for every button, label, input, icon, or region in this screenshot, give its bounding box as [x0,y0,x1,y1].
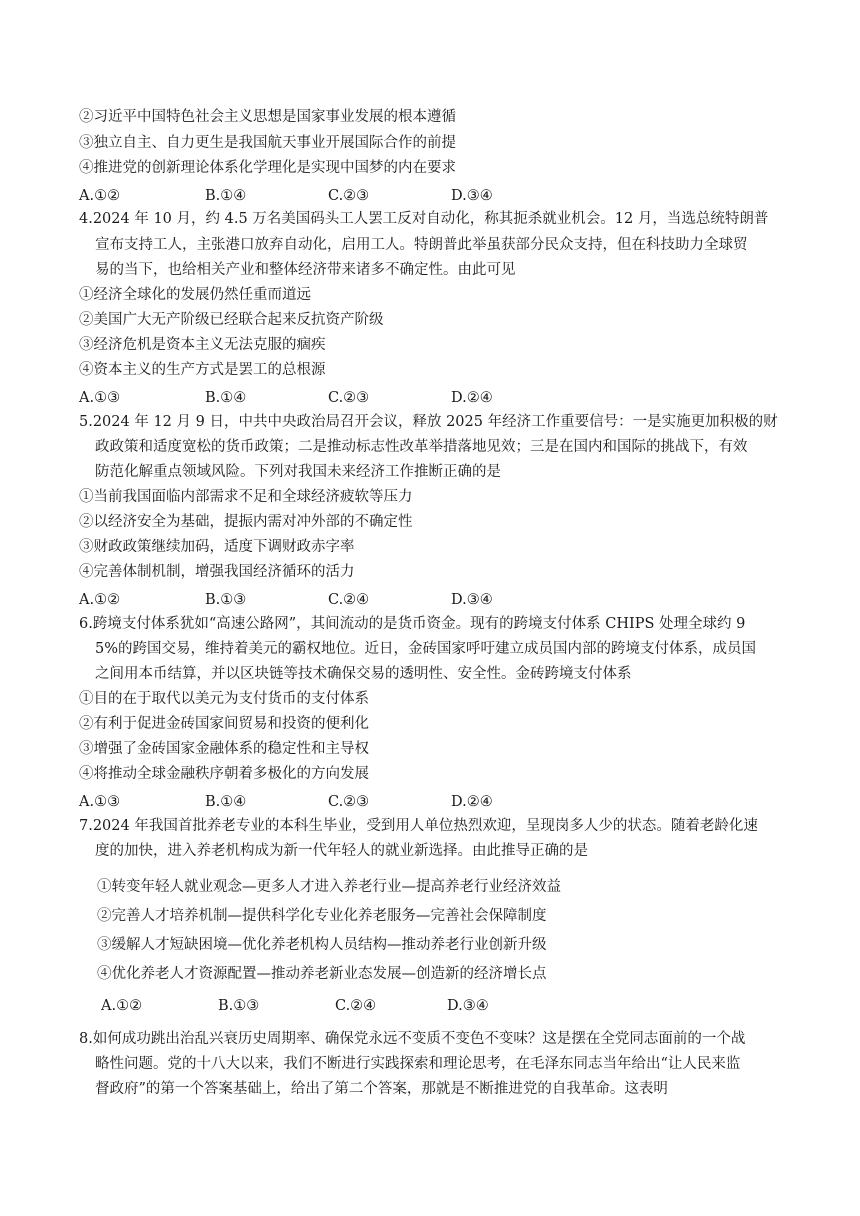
q7-statement-1: ①转变年轻人就业观念—更多人才进入养老行业—提高养老行业经济效益 [97,879,561,895]
q7-statement-2: ②完善人才培养机制—提供科学化专业化养老服务—完善社会保障制度 [97,908,547,924]
q4-statement-3: ③经济危机是资本主义无法克服的痼疾 [79,337,326,353]
q6-option-c: C.②③ [328,794,370,810]
q5-stem-line-1: 5.2024 年 12 月 9 日，中共中央政治局召开会议，释放 2025 年经济工作重要信号：一是实施更加积极的财 [79,414,778,430]
q4-stem-line-3: 易的当下，也给相关产业和整体经济带来诸多不确定性。由此可见 [95,262,516,278]
q6-stem-line-3: 之间用本币结算，并以区块链等技术确保交易的透明性、安全性。金砖跨境支付体系 [95,666,632,682]
q7-stem-line-2: 度的加快，进入养老机构成为新一代年轻人的就业新选择。由此推导正确的是 [95,843,588,859]
q7-statement-3: ③缓解人才短缺困境—优化养老机构人员结构—推动养老行业创新升级 [97,937,547,953]
q4-stem-line-2: 宣布支持工人，主张港口放弃自动化，启用工人。特朗普此举虽获部分民众支持，但在科技助力全球贸 [95,237,748,253]
q5-option-d: D.③④ [451,592,493,608]
q6-option-d: D.②④ [451,794,493,810]
q5-option-a: A.①② [79,592,121,608]
q5-statement-4: ④完善体制机制，增强我国经济循环的活力 [79,564,355,580]
q5-statement-3: ③财政政策继续加码，适度下调财政赤字率 [79,539,355,555]
q3-option-a: A.①② [79,188,121,204]
q4-option-b: B.①④ [205,390,247,406]
q3-option-b: B.①④ [205,188,247,204]
q4-stem-line-1: 4.2024 年 10 月，约 4.5 万名美国码头工人罢工反对自动化，称其扼杀就业机会。12 月，当选总统特朗普 [79,211,769,227]
q4-option-c: C.②③ [328,390,370,406]
q8-stem-line-3: 督政府”的第一个答案基础上，给出了第二个答案，那就是不断推进党的自我革命。这表明 [95,1081,668,1097]
q4-statement-2: ②美国广大无产阶级已经联合起来反抗资产阶级 [79,312,384,328]
q5-stem-line-3: 防范化解重点领域风险。下列对我国未来经济工作推断正确的是 [95,464,501,480]
q7-option-c: C.②④ [335,998,377,1014]
q5-statement-1: ①当前我国面临内部需求不足和全球经济疲软等压力 [79,489,413,505]
q4-option-d: D.②④ [451,390,493,406]
q5-stem-line-2: 政政策和适度宽松的货币政策；二是推动标志性改革举措落地见效；三是在国内和国际的挑战下，有效 [95,439,748,455]
q7-option-d: D.③④ [447,998,489,1014]
q6-option-b: B.①④ [205,794,247,810]
q7-option-b: B.①③ [218,998,260,1014]
q4-option-a: A.①③ [79,390,121,406]
q7-option-a: A.①② [101,998,143,1014]
q6-option-a: A.①③ [79,794,121,810]
q5-statement-2: ②以经济安全为基础，提振内需对冲外部的不确定性 [79,514,413,530]
q6-statement-2: ②有利于促进金砖国家间贸易和投资的便利化 [79,716,369,732]
q8-stem-line-2: 略性问题。党的十八大以来，我们不断进行实践探索和理论思考，在毛泽东同志当年给出“让人民来监 [95,1056,741,1072]
q6-statement-3: ③增强了金砖国家金融体系的稳定性和主导权 [79,741,369,757]
q6-stem-line-2: 5%的跨国交易，维持着美元的霸权地位。近日，金砖国家呼吁建立成员国内部的跨境支付体系，成员国 [95,641,756,657]
q6-statement-1: ①目的在于取代以美元为支付货币的支付体系 [79,691,369,707]
q3-option-c: C.②③ [328,188,370,204]
q3-statement-3: ③独立自主、自力更生是我国航天事业开展国际合作的前提 [79,135,456,151]
q6-statement-4: ④将推动全球金融秩序朝着多极化的方向发展 [79,766,369,782]
q3-statement-4: ④推进党的创新理论体系化学理化是实现中国梦的内在要求 [79,160,456,176]
q3-statement-2: ②习近平中国特色社会主义思想是国家事业发展的根本遵循 [79,109,456,125]
q6-stem-line-1: 6.跨境支付体系犹如“高速公路网”，其间流动的是货币资金。现有的跨境支付体系 CHIPS 处理全球约 9 [79,616,746,632]
q7-stem-line-1: 7.2024 年我国首批养老专业的本科生毕业，受到用人单位热烈欢迎，呈现岗多人少的状态。随着老龄化速 [79,818,758,834]
q5-option-b: B.①③ [205,592,247,608]
q5-option-c: C.②④ [328,592,370,608]
q8-stem-line-1: 8.如何成功跳出治乱兴衰历史周期率、确保党永远不变质不变色不变味？这是摆在全党同志面前的一个战 [79,1031,746,1047]
q3-option-d: D.③④ [451,188,493,204]
q7-statement-4: ④优化养老人才资源配置—推动养老新业态发展—创造新的经济增长点 [97,966,547,982]
q4-statement-1: ①经济全球化的发展仍然任重而道远 [79,287,311,303]
q4-statement-4: ④资本主义的生产方式是罢工的总根源 [79,362,326,378]
